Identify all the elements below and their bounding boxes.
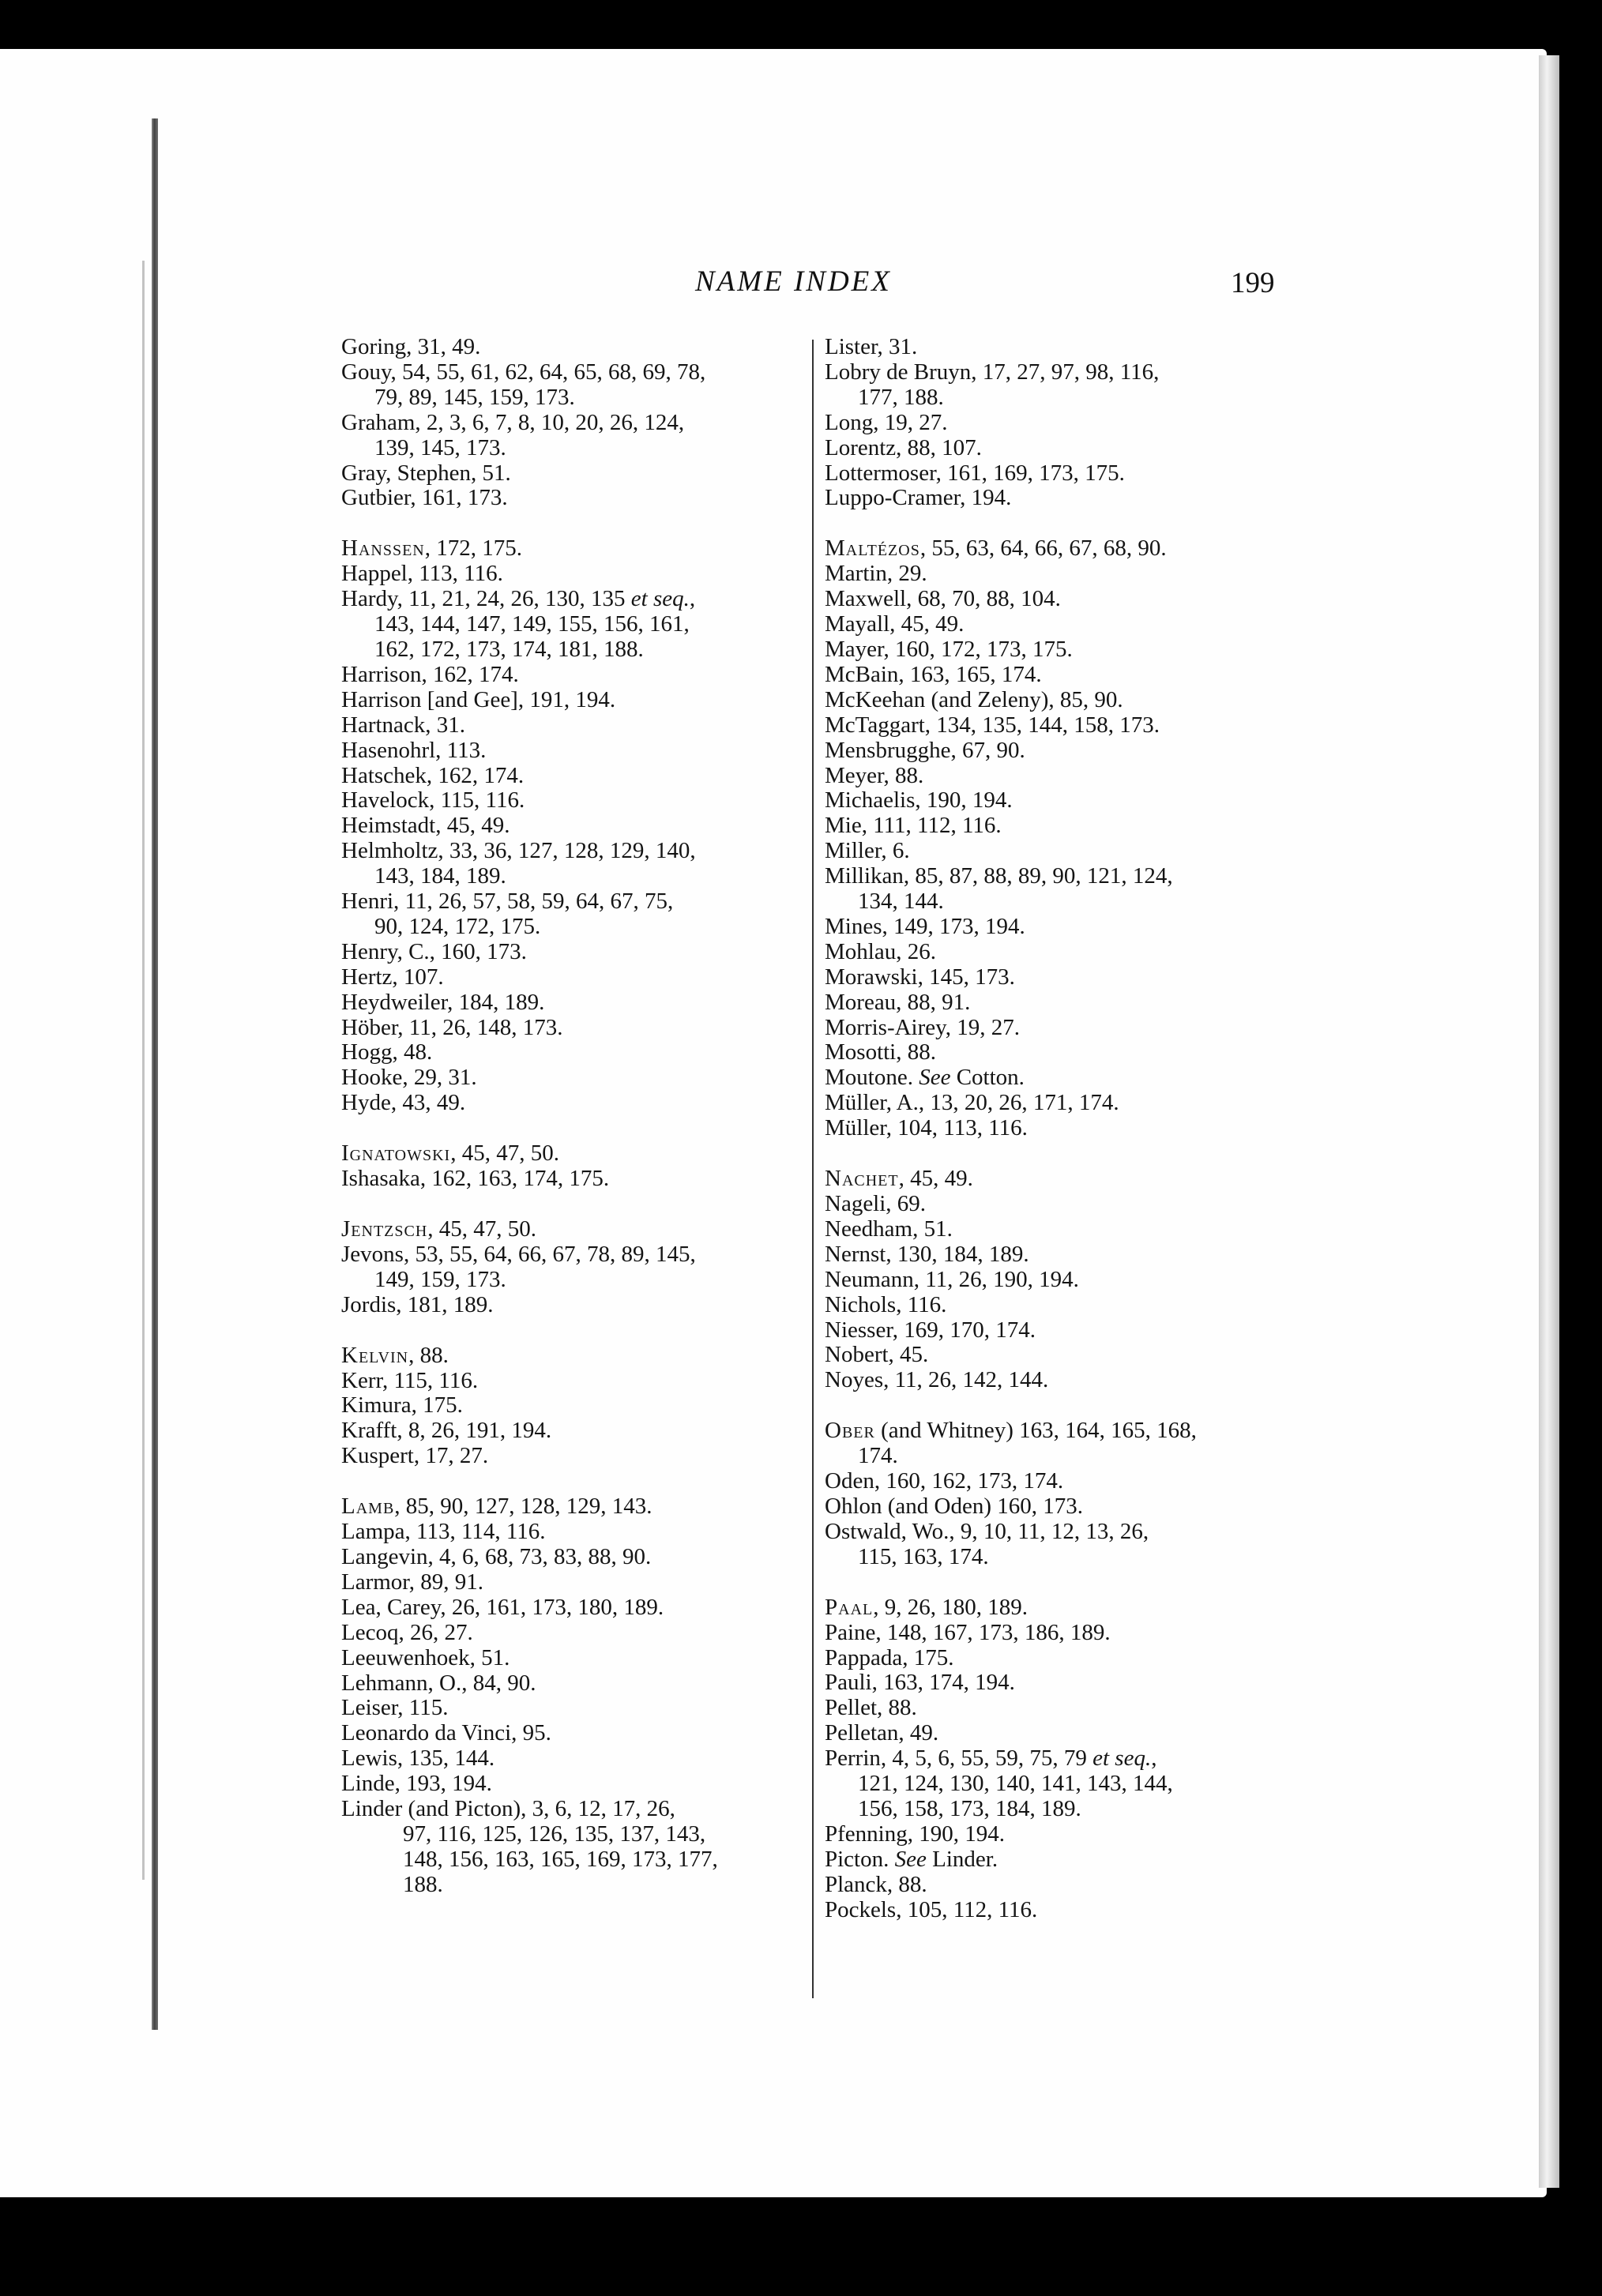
entry-text: Hatschek, 162, 174. [341, 762, 525, 788]
entry-text: , [689, 586, 696, 612]
entry-text: Niesser, 169, 170, 174. [825, 1317, 1036, 1343]
index-entry [825, 1065, 1291, 1091]
entry-text: Lobry de Bruyn, 17, 27, 97, 98, 116, [825, 359, 1160, 385]
index-entry [825, 1721, 1291, 1746]
index-entry [341, 486, 807, 511]
entry-italic: See [894, 1846, 927, 1872]
entry-text: Goring, 31, 49. [341, 334, 481, 359]
index-entry [341, 1419, 807, 1444]
entry-text: , 9, 26, 180, 189. [873, 1594, 1028, 1620]
entry-text: , 88. [408, 1342, 449, 1368]
entry-continuation: 139, 145, 173. [374, 434, 506, 460]
entry-text: , 172, 175. [424, 535, 522, 562]
entry-text: Hyde, 43, 49. [341, 1090, 466, 1116]
entry-text: Henri, 11, 26, 57, 58, 59, 64, 67, 75, [341, 889, 674, 915]
entry-continuation: 97, 116, 125, 126, 135, 137, 143, [403, 1821, 706, 1847]
index-entry [341, 788, 807, 814]
index-entry [341, 1369, 807, 1394]
index-entry [341, 1671, 807, 1697]
entry-text: Graham, 2, 3, 6, 7, 8, 10, 20, 26, 124, [341, 409, 685, 435]
entry-text: Maxwell, 68, 70, 88, 104. [825, 586, 1061, 612]
entry-name-smallcaps: Ignatowski [341, 1140, 451, 1167]
entry-continuation: 79, 89, 145, 159, 173. [374, 384, 575, 410]
index-entry [341, 1242, 807, 1293]
entry-text: Höber, 11, 26, 148, 173. [341, 1014, 563, 1040]
index-entry [341, 663, 807, 688]
entry-text: Nageli, 69. [825, 1191, 927, 1216]
entry-continuation: 149, 159, 173. [374, 1266, 506, 1292]
entry-text: McBain, 163, 165, 174. [825, 661, 1042, 687]
index-entry [341, 889, 807, 940]
entry-text: Noyes, 11, 26, 142, 144. [825, 1367, 1049, 1393]
entry-text: , 85, 90, 127, 128, 129, 143. [394, 1494, 652, 1520]
entry-text: Oden, 160, 162, 173, 174. [825, 1468, 1064, 1494]
entry-text: Luppo-Cramer, 194. [825, 485, 1012, 511]
entry-text: Morris-Airey, 19, 27. [825, 1014, 1020, 1040]
entry-text: Michaelis, 190, 194. [825, 787, 1013, 814]
entry-text: Pockels, 105, 112, 116. [825, 1896, 1038, 1922]
index-entry [341, 839, 807, 889]
index-entry [825, 1268, 1291, 1293]
index-entry [341, 1646, 807, 1671]
entry-text: Pauli, 163, 174, 194. [825, 1670, 1015, 1696]
entry-text: Harrison [and Gee], 191, 194. [341, 686, 616, 712]
entry-text: Harrison, 162, 174. [341, 661, 519, 687]
entry-text: Lehmann, O., 84, 90. [341, 1670, 536, 1696]
index-entry [825, 1670, 1291, 1696]
entry-text: Kimura, 175. [341, 1392, 463, 1419]
index-entry [825, 1469, 1291, 1494]
entry-text: Mensbrugghe, 67, 90. [825, 737, 1025, 763]
index-entry [341, 1746, 807, 1772]
letter-section-gap [825, 1141, 1291, 1167]
entry-text: Lottermoser, 161, 169, 173, 175. [825, 460, 1125, 486]
entry-continuation: 143, 184, 189. [374, 863, 506, 889]
index-column-right [825, 335, 1291, 1922]
entry-text: Pfenning, 190, 194. [825, 1821, 1005, 1847]
entry-name-smallcaps: Nachet [825, 1166, 899, 1192]
letter-section-gap [825, 1570, 1291, 1595]
entry-text: Langevin, 4, 6, 68, 73, 83, 88, 90. [341, 1543, 652, 1569]
entry-text: Gouy, 54, 55, 61, 62, 64, 65, 68, 69, 78, [341, 359, 706, 385]
index-entry [825, 1293, 1291, 1318]
index-entry [341, 1040, 807, 1065]
entry-text: Lorentz, 88, 107. [825, 434, 982, 460]
entry-text: Linder. [926, 1846, 998, 1872]
column-divider [812, 340, 814, 1998]
index-column-left [341, 335, 807, 1898]
entry-text: , 55, 63, 64, 66, 67, 68, 90. [919, 535, 1167, 562]
letter-section-gap [825, 511, 1291, 536]
index-entry [825, 663, 1291, 688]
entry-text: Linde, 193, 194. [341, 1771, 492, 1797]
index-entry [825, 915, 1291, 940]
index-entry [341, 1293, 807, 1318]
index-entry [825, 788, 1291, 814]
entry-continuation: 143, 144, 147, 149, 155, 156, 161, [374, 611, 690, 637]
page-edge-shadow [1539, 55, 1559, 2188]
index-entry [825, 814, 1291, 839]
index-entry [825, 1520, 1291, 1570]
index-entry [825, 536, 1291, 562]
entry-text: Miller, 6. [825, 838, 910, 864]
index-entry [341, 587, 807, 663]
index-entry [825, 335, 1291, 360]
index-entry [825, 965, 1291, 990]
index-entry [341, 411, 807, 461]
entry-text: Ishasaka, 162, 163, 174, 175. [341, 1166, 610, 1192]
entry-italic: See [919, 1065, 951, 1091]
entry-text: Lea, Carey, 26, 161, 173, 180, 189. [341, 1594, 664, 1620]
letter-section-gap [825, 1393, 1291, 1419]
index-entry [341, 1393, 807, 1419]
entry-continuation: 177, 188. [858, 384, 944, 410]
entry-text: Havelock, 115, 116. [341, 787, 525, 814]
entry-text: Nichols, 116. [825, 1291, 947, 1317]
entry-text: Martin, 29. [825, 561, 927, 587]
entry-text: Moutone. [825, 1065, 919, 1091]
entry-text: Helmholtz, 33, 36, 127, 128, 129, 140, [341, 838, 696, 864]
entry-text: Planck, 88. [825, 1871, 927, 1897]
index-entry [825, 461, 1291, 487]
index-entry [341, 536, 807, 562]
entry-text: Henry, C., 160, 173. [341, 938, 527, 964]
index-entry [825, 688, 1291, 713]
index-entry [825, 1217, 1291, 1242]
entry-continuation: 134, 144. [858, 889, 944, 915]
page-number: 199 [1231, 267, 1275, 299]
index-entry [825, 1494, 1291, 1520]
index-entry [341, 1696, 807, 1721]
index-entry [825, 1898, 1291, 1923]
index-entry [341, 738, 807, 764]
entry-text: Jordis, 181, 189. [341, 1291, 494, 1317]
index-entry [825, 486, 1291, 511]
entry-text: Pellet, 88. [825, 1695, 917, 1721]
entry-text: Hartnack, 31. [341, 712, 466, 738]
entry-text: Larmor, 89, 91. [341, 1569, 484, 1595]
entry-text: Heimstadt, 45, 49. [341, 813, 510, 839]
index-entry [341, 1141, 807, 1167]
binding-gutter-inner [142, 261, 145, 1880]
letter-section-gap [341, 1192, 807, 1217]
index-entry [825, 637, 1291, 663]
index-entry [341, 814, 807, 839]
index-entry [825, 411, 1291, 436]
index-entry [825, 940, 1291, 965]
entry-text: Millikan, 85, 87, 88, 89, 90, 121, 124, [825, 863, 1173, 889]
entry-text: Nobert, 45. [825, 1342, 929, 1368]
index-entry [341, 1167, 807, 1192]
entry-text: McTaggart, 134, 135, 144, 158, 173. [825, 712, 1160, 738]
index-entry [341, 764, 807, 789]
index-entry [341, 335, 807, 360]
entry-text: Picton. [825, 1846, 895, 1872]
entry-text: Mohlau, 26. [825, 938, 936, 964]
entry-continuation: 121, 124, 130, 140, 141, 143, 144, [858, 1771, 1173, 1797]
entry-continuation: 90, 124, 172, 175. [374, 913, 541, 939]
entry-text: Meyer, 88. [825, 762, 924, 788]
entry-text: Nernst, 130, 184, 189. [825, 1241, 1029, 1267]
entry-text: Lampa, 113, 114, 116. [341, 1519, 546, 1545]
index-entry [825, 1016, 1291, 1041]
entry-text: Happel, 113, 116. [341, 561, 503, 587]
index-entry [825, 1091, 1291, 1116]
index-entry [825, 1368, 1291, 1393]
entry-name-smallcaps: Jentzsch [341, 1216, 428, 1242]
index-entry [825, 1040, 1291, 1065]
entry-text: Hertz, 107. [341, 964, 444, 990]
entry-italic: et seq. [630, 586, 690, 612]
entry-continuation: 148, 156, 163, 165, 169, 173, 177, [403, 1846, 718, 1872]
index-entry [341, 562, 807, 587]
letter-section-gap [341, 1469, 807, 1494]
index-entry [341, 1797, 807, 1898]
index-entry [825, 360, 1291, 411]
index-entry [341, 990, 807, 1016]
index-entry [825, 1847, 1291, 1873]
entry-text: , 45, 47, 50. [427, 1216, 537, 1242]
entry-text: Hogg, 48. [341, 1039, 433, 1065]
entry-name-smallcaps: Kelvin [341, 1342, 409, 1368]
index-entry [825, 562, 1291, 587]
entry-text: Mines, 149, 173, 194. [825, 913, 1025, 939]
index-entry [825, 839, 1291, 864]
entry-text: Müller, 104, 113, 116. [825, 1115, 1028, 1141]
entry-text: , 45, 49. [898, 1166, 973, 1192]
index-entry [825, 1192, 1291, 1217]
entry-text: Lecoq, 26, 27. [341, 1619, 473, 1645]
entry-text: Kerr, 115, 116. [341, 1367, 479, 1393]
entry-text: Ostwald, Wo., 9, 10, 11, 12, 13, 26, [825, 1518, 1149, 1544]
index-entry [825, 1822, 1291, 1847]
entry-italic: et seq. [1092, 1745, 1152, 1772]
index-entry [825, 1242, 1291, 1268]
index-entry [825, 1167, 1291, 1192]
entry-name-smallcaps: Lamb [341, 1494, 395, 1520]
entry-text: Heydweiler, 184, 189. [341, 989, 545, 1015]
index-entry [341, 360, 807, 411]
index-entry [341, 1065, 807, 1091]
entry-text: Pelletan, 49. [825, 1720, 939, 1746]
entry-continuation: 156, 158, 173, 184, 189. [858, 1795, 1081, 1821]
index-entry [825, 1343, 1291, 1368]
entry-text: (and Whitney) 163, 164, 165, 168, [874, 1418, 1197, 1444]
index-entry [341, 1016, 807, 1041]
entry-text: Long, 19, 27. [825, 409, 948, 435]
index-entry [825, 1696, 1291, 1721]
running-title: NAME INDEX [695, 265, 892, 298]
running-head [0, 265, 1547, 312]
entry-text: Jevons, 53, 55, 64, 66, 67, 78, 89, 145, [341, 1241, 696, 1267]
entry-text: Mayall, 45, 49. [825, 611, 965, 637]
index-entry [825, 1621, 1291, 1646]
index-entry [825, 1746, 1291, 1822]
index-entry [825, 1646, 1291, 1671]
letter-section-gap [341, 1318, 807, 1343]
entry-name-smallcaps: Hanssen [341, 535, 425, 562]
index-entry [341, 1494, 807, 1520]
entry-text: Morawski, 145, 173. [825, 964, 1015, 990]
entry-continuation: 188. [403, 1871, 443, 1897]
entry-text: Lewis, 135, 144. [341, 1745, 495, 1772]
index-entry [341, 1721, 807, 1746]
index-entry [825, 436, 1291, 461]
entry-text: Cotton. [950, 1065, 1025, 1091]
entry-name-smallcaps: Ober [825, 1418, 875, 1444]
index-entry [825, 1873, 1291, 1898]
entry-text: , [1151, 1745, 1157, 1772]
entry-text: Müller, A., 13, 20, 26, 171, 174. [825, 1090, 1119, 1116]
entry-text: Krafft, 8, 26, 191, 194. [341, 1418, 552, 1444]
entry-text: Gutbier, 161, 173. [341, 485, 508, 511]
entry-text: Leeuwenhoek, 51. [341, 1644, 510, 1670]
entry-continuation: 162, 172, 173, 174, 181, 188. [374, 636, 644, 662]
entry-text: Mie, 111, 112, 116. [825, 813, 1002, 839]
index-entry [825, 764, 1291, 789]
index-entry [341, 1444, 807, 1469]
index-entry [341, 713, 807, 738]
entry-text: Perrin, 4, 5, 6, 55, 59, 75, 79 [825, 1745, 1093, 1772]
entry-name-smallcaps: Paal [825, 1594, 874, 1620]
index-entry [341, 688, 807, 713]
entry-text: Leiser, 115. [341, 1695, 449, 1721]
index-entry [341, 1595, 807, 1621]
index-entry [825, 990, 1291, 1016]
entry-text: Pappada, 175. [825, 1644, 954, 1670]
index-entry [341, 965, 807, 990]
index-entry [341, 940, 807, 965]
index-entry [341, 1091, 807, 1116]
entry-text: Moreau, 88, 91. [825, 989, 971, 1015]
entry-text: Hardy, 11, 21, 24, 26, 130, 135 [341, 586, 631, 612]
entry-text: Needham, 51. [825, 1216, 953, 1242]
entry-continuation: 115, 163, 174. [858, 1543, 989, 1569]
index-entry [825, 1116, 1291, 1141]
entry-text: Paine, 148, 167, 173, 186, 189. [825, 1619, 1111, 1645]
entry-text: Kuspert, 17, 27. [341, 1443, 489, 1469]
index-entry [825, 713, 1291, 738]
entry-text: Neumann, 11, 26, 190, 194. [825, 1266, 1079, 1292]
index-entry [341, 1343, 807, 1369]
entry-text: Hooke, 29, 31. [341, 1065, 477, 1091]
entry-text: McKeehan (and Zeleny), 85, 90. [825, 686, 1123, 712]
index-entry [341, 1570, 807, 1595]
entry-text: Ohlon (and Oden) 160, 173. [825, 1493, 1084, 1519]
index-entry [341, 1217, 807, 1242]
binding-gutter [152, 118, 158, 2030]
entry-text: Linder (and Picton), 3, 6, 12, 17, 26, [341, 1796, 675, 1822]
index-entry [341, 1520, 807, 1545]
index-entry [825, 864, 1291, 915]
index-entry [341, 1621, 807, 1646]
letter-section-gap [341, 511, 807, 536]
index-entry [825, 1318, 1291, 1343]
index-entry [825, 738, 1291, 764]
index-entry [825, 1419, 1291, 1469]
index-entry [341, 1772, 807, 1797]
entry-text: Mayer, 160, 172, 173, 175. [825, 636, 1073, 662]
index-entry [341, 461, 807, 487]
index-entry [825, 612, 1291, 637]
entry-text: Lister, 31. [825, 334, 918, 359]
entry-name-smallcaps: Maltézos [825, 535, 920, 562]
entry-text: Gray, Stephen, 51. [341, 460, 511, 486]
index-entry [825, 587, 1291, 612]
entry-text: Hasenohrl, 113. [341, 737, 487, 763]
entry-continuation: 174. [858, 1443, 898, 1469]
index-entry [341, 1545, 807, 1570]
letter-section-gap [341, 1116, 807, 1141]
entry-text: Mosotti, 88. [825, 1039, 936, 1065]
entry-text: , 45, 47, 50. [450, 1140, 559, 1167]
index-entry [825, 1595, 1291, 1621]
entry-text: Leonardo da Vinci, 95. [341, 1720, 551, 1746]
